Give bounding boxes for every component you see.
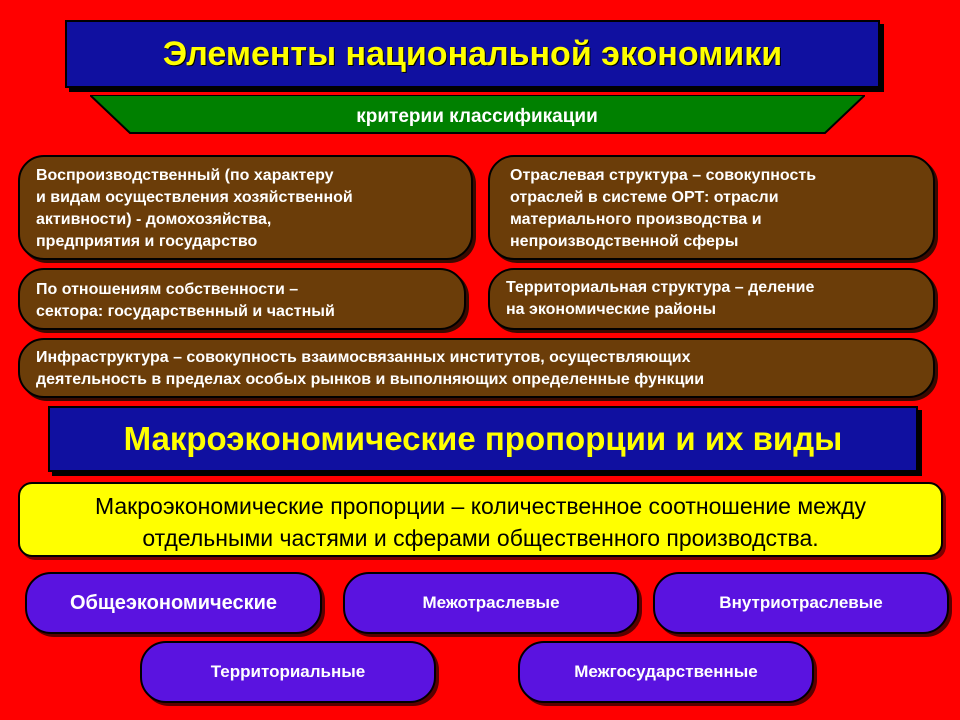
definition-box: Макроэкономические пропорции – количественное соотношение между отдельными частями и сферами общественного производства.: [18, 482, 943, 557]
type-interstate: Межгосударственные: [518, 641, 814, 703]
type-general-economic: Общеэкономические: [25, 572, 322, 634]
type-intrasectoral: Внутриотраслевые: [653, 572, 949, 634]
sectoral-structure-box: Отраслевая структура – совокупность отраслей в системе ОРТ: отрасли материального производства и непроизводственной сферы: [488, 155, 935, 260]
territorial-structure-box: Территориальная структура – деление на экономические районы: [488, 268, 935, 330]
macro-proportions-title-bar: [48, 406, 918, 472]
infrastructure-box: Инфраструктура – совокупность взаимосвязанных институтов, осуществляющих деятельность в пределах особых рынков и выполняющих определенные функции: [18, 338, 935, 398]
macro-proportions-title: Макроэкономические пропорции и их виды: [123, 420, 843, 457]
ownership-criterion-box: По отношениям собственности – сектора: государственный и частный: [18, 268, 466, 330]
criteria-banner: [90, 95, 865, 135]
main-title: Элементы национальной экономики: [162, 34, 783, 73]
criteria-banner-shape: [90, 95, 865, 135]
type-intersectoral: Межотраслевые: [343, 572, 639, 634]
main-title-bar: [65, 20, 880, 88]
criteria-label: критерии классификации: [356, 106, 598, 127]
reproductive-criterion-box: Воспроизводственный (по характеру и видам осуществления хозяйственной активности) - домохозяйства, предприятия и государство: [18, 155, 473, 260]
type-territorial: Территориальные: [140, 641, 436, 703]
